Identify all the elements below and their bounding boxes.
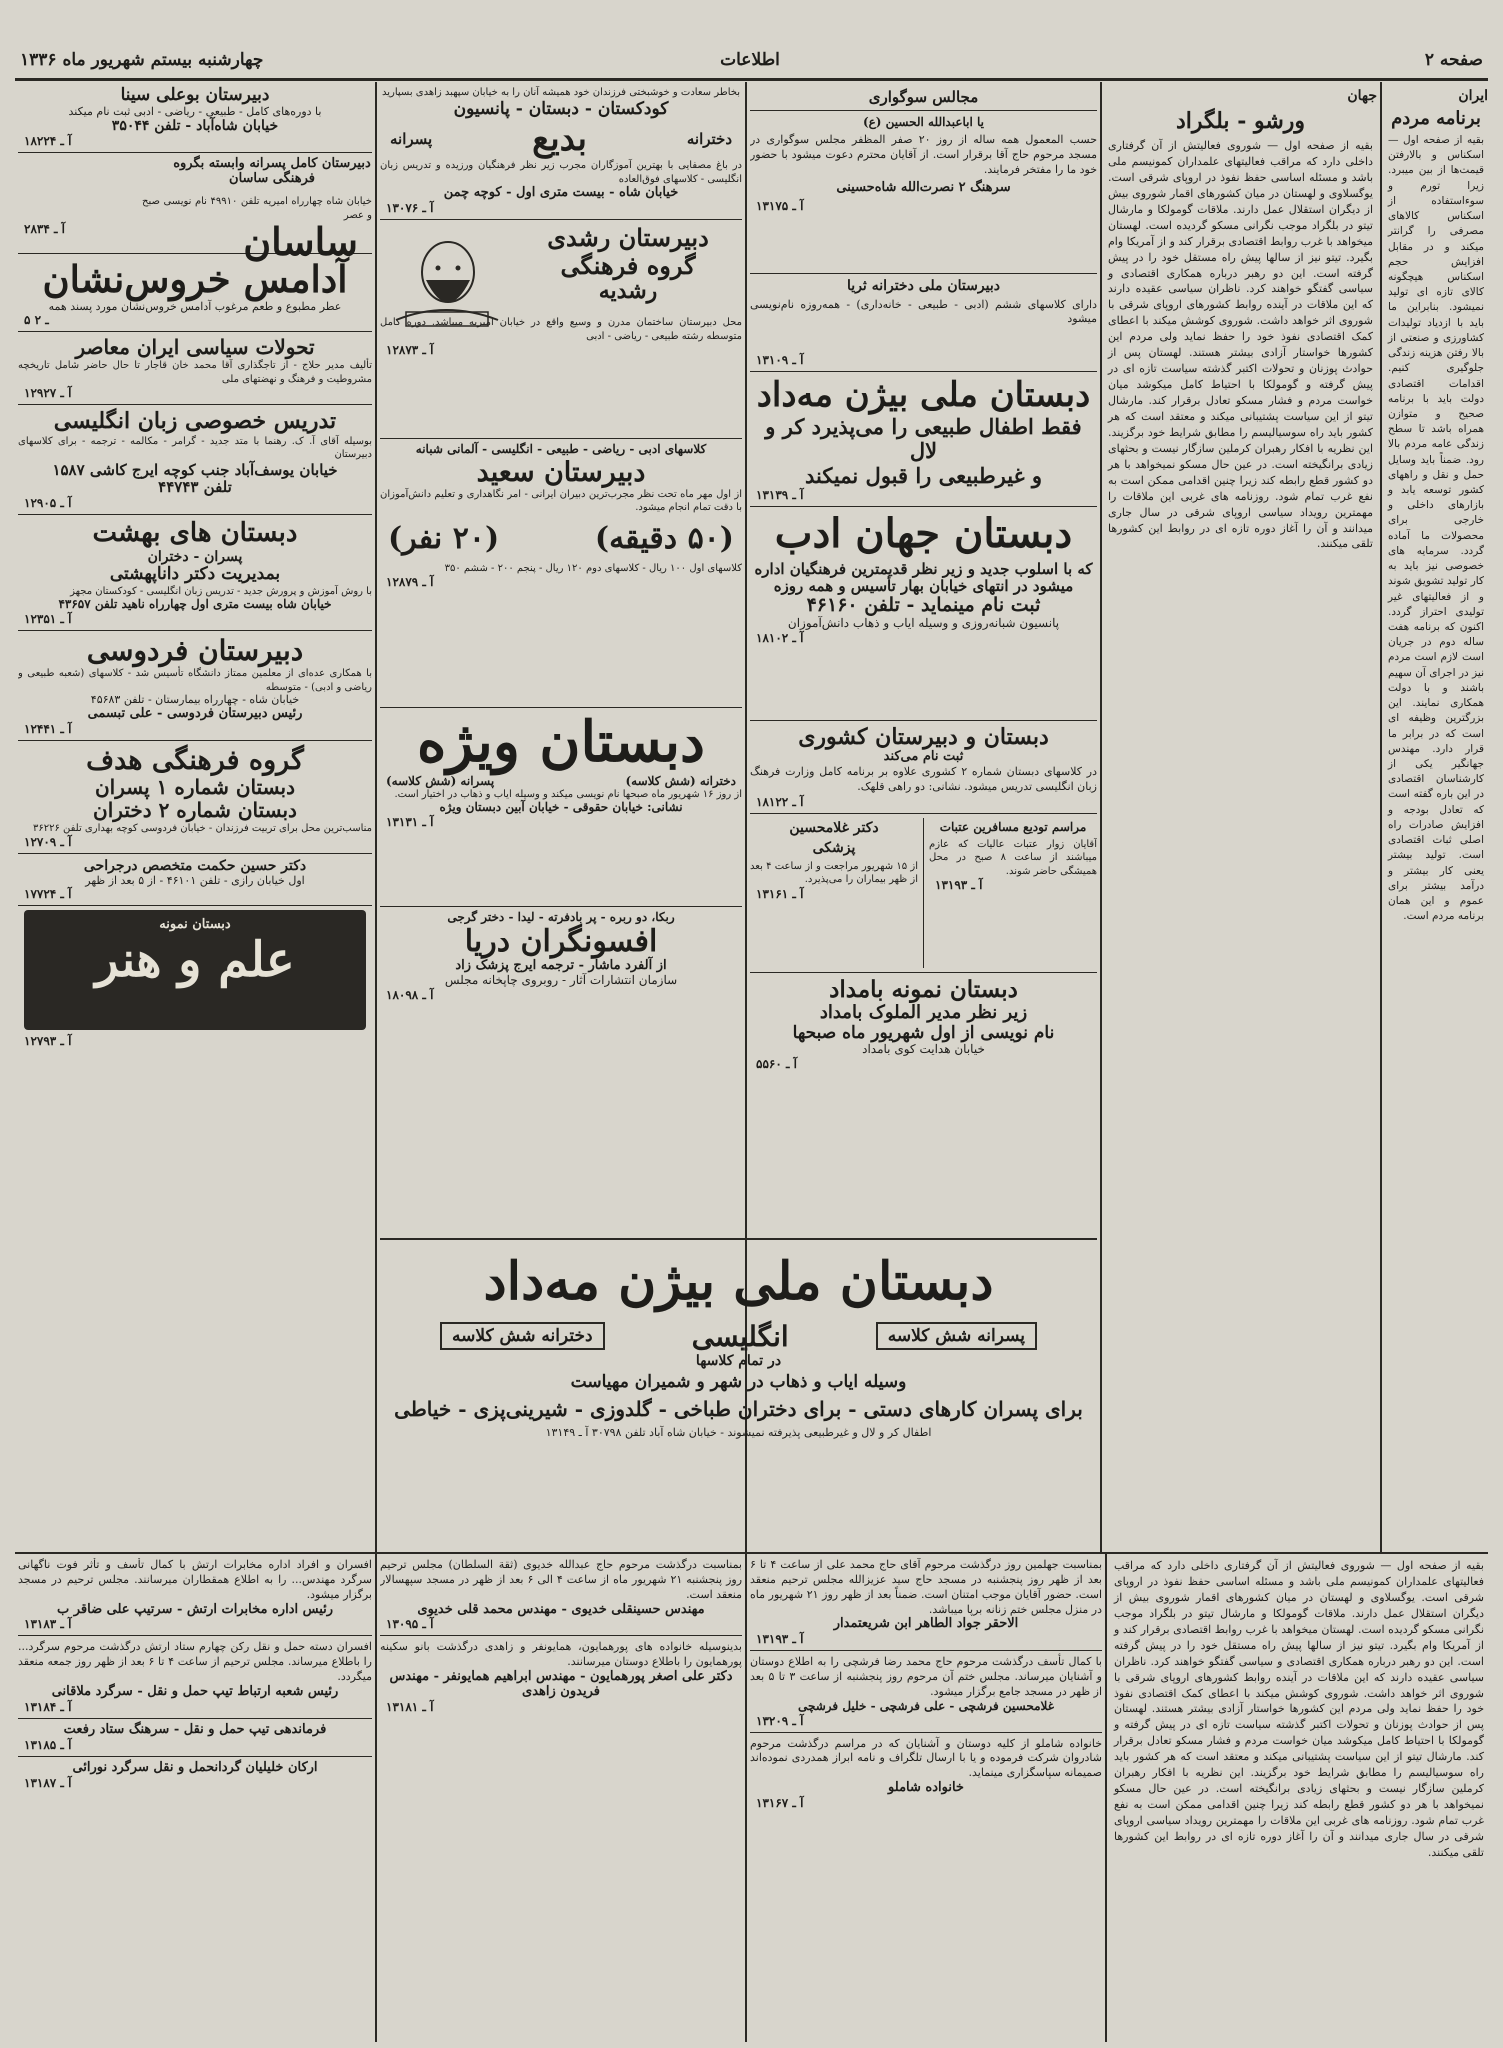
notice-body: بمناسبت درگذشت مرحوم حاج عبدالله خدیوی (ثقة السلطان) مجلس ترحیم روز پنجشنبه ۲۱ شهریور ماه از ساعت ۴ الی ۶ بعد از ظهر در مسجد سپهسالار منعقد است. [380, 1558, 742, 1601]
notice-signature: ارکان خلیلیان گردانحمل و نقل سرگرد نورائی [72, 1759, 318, 1775]
atabat-ad [929, 818, 1097, 968]
ad-line: و غیرطبیعی را قبول نمیکند [804, 462, 1043, 488]
column-rule [1100, 82, 1102, 1552]
iran-column [1384, 86, 1488, 1552]
ad-code: آ ـ ۱۳۱۶۱ [756, 886, 804, 901]
ad-body: تألیف مدیر حلاج - از تاجگذاری آقا محمد خان قاجار تا حال حاضر شامل تاریخچه مشروطیت و فرهنگ و نهضتهای ملی [18, 360, 372, 385]
ad-title: دبیرستان بوعلی سینا [120, 86, 270, 105]
ad-code: آ ـ ۱۸۲۲۴ [24, 134, 72, 149]
ad-title: دبستان و دبیرستان کشوری [798, 723, 1049, 750]
ad-body: در باغ مصفایی با بهترین آموزگاران مجرب زیر نظر فرهنگیان ورزیده و تدریس زبان انگلیسی - کلاسهای فوق‌العاده [380, 160, 742, 185]
ad-address: خیابان یوسف‌آباد جنب کوچه ایرج کاشی ۱۵۸۷ [52, 460, 338, 479]
ad-title: دکتر غلامحسین [789, 819, 879, 836]
ad-line: میشود در انتهای خیابان بهار تأسیس و همه روزه [773, 576, 1074, 595]
ad-title: دبیرستان رشدی [547, 222, 709, 252]
ad-code: آ ـ ۱۳۱۸۷ [24, 1775, 72, 1790]
ad-address: خیابان شاه چهارراه امیریه تلفن ۴۹۹۱۰ نام نویسی صبح و عصر [142, 196, 372, 221]
notices-column-3 [18, 1558, 372, 2042]
ad-body: محل دبیرستان ساختمان مدرن و وسیع واقع در خیابان امیریه میباشد. دوره کامل متوسطه رشته طبیعی - ریاضی - ادبی [380, 317, 742, 342]
bijan-labels [380, 1312, 1097, 1353]
hekmat-ad [18, 858, 372, 901]
tahavvolat-ad [18, 336, 372, 400]
issue-date: چهارشنبه بیستم شهریور ماه ۱۳۳۶ [20, 50, 264, 70]
ad-code: آ ـ ۱۲۷۰۹ [24, 835, 72, 850]
ad-title: دکتر حسین حکمت متخصص درجراحی [83, 858, 307, 875]
ad-code: آ ـ ۱۳۱۸۱ [386, 1700, 434, 1715]
ad-body: سازمان انتشارات آثار - روبروی چاپخانه مجلس [444, 973, 678, 988]
notice-signature: رئیس اداره مخابرات ارتش - سرتیپ علی ضاقر ب [56, 1601, 334, 1617]
ad-line: نام نویسی از اول شهریور ماه صبحها [792, 1022, 1055, 1043]
ad-code: آ ـ ۱۲۸۷۳ [386, 343, 434, 358]
khorus-ad [18, 258, 372, 327]
ad-address: خیابان شاه - بیست متری اول - کوچه چمن [443, 185, 679, 201]
ad-code: آ ـ ۱۲۹۲۷ [24, 386, 72, 401]
article-title: ورشو - بلگراد [1175, 108, 1306, 134]
ad-line: فقط اطفال طبیعی را می‌پذیرد کر و لال [765, 414, 1082, 464]
elm-honar-ad [24, 910, 366, 1030]
column-rule [745, 1552, 747, 2042]
article-body-continued: بقیه از صفحه اول — شوروی فعالیتش از آن گرفتاری داخلی دارد که مراقب فعالیتهای علمداران کمونیسم ملی باشد و مسئله اساسی حفظ نفوذ در اروپای شرقی است. یوگسلاوی و لهستان در میان کشورهای اقمار شوروی بیش از دیگران استقلال عمل دارند. ملاقات گومولکا و مارشال تیتو در بلگراد موجب نگرانی مسکو گردیده است. لهستان میخواهد با غرب روابط اقتصادی برقرار کند و از آمریکا وام بگیرد. تیتو نیز از سالها پیش راه مستقل خود را در پیش گرفته است. این دو رهبر درباره همکاری اقتصادی و سیاسی گفتگو خواهند کرد. ناظران سیاسی عقیده دارند که این ملاقات در آینده روابط کشورهای اروپای شرقی با شوروی اثر خواهد داشت. شوروی کوشش میکند با اعطای کمک اقتصادی نفوذ خود را حفظ نماید ولی مردم این کشورها خواستار آزادی بیشتر هستند. لهستان پس از حوادث پوزنان و تحولات اکتبر گذشته سیاست تازه ای در پیش گرفته و گومولکا با احتیاط کامل میکوشد میان خواست مردم و فشار مسکو تعادل برقرار کند. مارشال تیتو از این سیاست پشتیبانی میکند و معتقد است که هر کشور باید راه سوسیالیسم را مطابق شرایط خود برگزیند. این نظریه با افکار رهبران کرملین سازگار نیست و بحثهای زیادی برانگیخته است. در عین حال مسکو نمیخواهد با هر دو کشور قطع رابطه کند زیرا چنین اقدامی ممکن است به نفع غرب تمام شود. روزنامه های غربی این ملاقات را مهمترین رویداد سیاسی اروپای شرقی در سال جاری میدانند و آن را آغاز دوره تازه ای در روابط این کشورها تلقی میکنند. [1114, 1559, 1484, 1859]
ad-minutes: (۵۰ دقیقه) [594, 520, 734, 556]
ad-title: دبیرستان ملی دخترانه ثریا [847, 277, 1000, 294]
ad-title: تحولات سیاسی ایران معاصر [75, 335, 315, 360]
ad-code: آ ـ ۱۳۱۹۳ [756, 1632, 804, 1647]
section-label: جهان [1347, 88, 1377, 104]
english-ad [18, 409, 372, 510]
article-body: بقیه از صفحه اول — شوروی فعالیتش از آن گرفتاری داخلی دارد که مراقب فعالیتهای علمداران کمونیسم ملی باشد و مسئله اساسی حفظ نفوذ در اروپای شرقی است. یوگسلاوی و لهستان در میان کشورهای اقمار شوروی بیش از دیگران استقلال عمل دارند. ملاقات گومولکا و مارشال تیتو در بلگراد موجب نگرانی مسکو گردیده است. لهستان میخواهد با غرب روابط اقتصادی برقرار کند و از آمریکا وام بگیرد. تیتو نیز از سالها پیش راه مستقل خود را در پیش گرفته است. این دو رهبر درباره همکاری اقتصادی و سیاسی گفتگو خواهند کرد. ناظران سیاسی عقیده دارند که این ملاقات در آینده روابط کشورهای اروپای شرقی با شوروی اثر خواهد داشت. شوروی کوشش میکند با اعطای کمک اقتصادی نفوذ خود را حفظ نماید ولی مردم این کشورها خواستار آزادی بیشتر هستند. لهستان پس از حوادث پوزنان و تحولات اکتبر گذشته سیاست تازه ای در پیش گرفته و گومولکا با احتیاط کامل میکوشد میان خواست مردم و فشار مسکو تعادل برقرار کند. مارشال تیتو از این سیاست پشتیبانی میکند و معتقد است که هر کشور باید راه سوسیالیسم را مطابق شرایط خود برگزیند. این نظریه با افکار رهبران کرملین سازگار نیست و بحثهای زیادی برانگیخته است. در عین حال مسکو نمیخواهد با هر دو کشور قطع رابطه کند زیرا چنین اقدامی ممکن است به نفع غرب تمام شود. روزنامه های غربی این ملاقات را مهمترین رویداد سیاسی اروپای شرقی در سال جاری میدانند و آن را آغاز دوره تازه ای در روابط این کشورها تلقی میکنند. [1108, 139, 1373, 551]
ads-column-5 [18, 86, 372, 1552]
ad-title: افسونگران دریا [464, 923, 658, 959]
ad-subtitle: دبستان نمونه [159, 917, 231, 933]
ad-director: بمدیریت دکتر داناپهشتی [109, 564, 281, 585]
ad-code: آ ـ ۱۳۱۸۴ [24, 1699, 72, 1714]
bamdad-ad [750, 977, 1097, 1071]
ad-phone: تلفن ۴۴۷۴۳ [158, 478, 232, 497]
behesht-ad [18, 519, 372, 626]
badie-header [380, 119, 742, 159]
ad-line: خیابان هدایت کوی بامداد [862, 1042, 985, 1057]
ad-code: آ ـ ۱۸۱۲۲ [756, 794, 804, 809]
notices-column-2 [380, 1558, 742, 2042]
mourning-subtitle: یا اباعبدالله الحسین (ع) [862, 115, 985, 129]
ad-all-classes: در تمام کلاسها [695, 1352, 782, 1369]
ads-column-4 [380, 86, 742, 1236]
ad-title: بدیع [532, 119, 587, 160]
ad-subtitle: گروه فرهنگی [560, 250, 696, 280]
page-number: صفحه ۲ [1424, 50, 1483, 70]
ads-row [750, 818, 1097, 968]
notice-body: بدینوسیله خانواده های پورهمایون، همایونفر و زاهدی درگذشت بانو سکینه پورهمایون را باطلاع دوستان میرسانند. [380, 1640, 742, 1669]
ad-code: آ ـ ۱۲۷۹۳ [24, 1034, 72, 1049]
ad-address: خیابان شاه‌آباد - تلفن ۳۵۰۴۴ [111, 118, 279, 135]
ad-code: آ ـ ۱۸۱۰۲ [756, 630, 804, 645]
notice-signature: خانواده شاملو [888, 1780, 964, 1796]
ad-title: ساسان [243, 219, 358, 264]
ad-line: که با اسلوب جدید و زیر نظر قدیمترین فرهنگیان اداره [754, 559, 1093, 578]
ad-label: پسرانه (شش کلاسه) [386, 773, 495, 788]
bijan-ad-large [380, 1238, 1097, 1550]
ad-top-line: بخاطر سعادت و خوشبختی فرزندان خود همیشه آنان را به خیابان سپهبد زاهدی بسپارید [381, 87, 740, 98]
notice-signature: الاحقر جواد الطاهر ابن شریعتمدار [833, 1616, 1019, 1632]
ad-top: دبیرستان کامل پسرانه وابسته بگروه فرهنگی ساسان [173, 156, 371, 187]
ad-label: دخترانه (شش کلاسه) [625, 773, 736, 788]
ad-title: دبستان های بهشت [92, 518, 298, 549]
ad-line: دبستان شماره ۲ دختران [93, 797, 297, 822]
notice-signature: فرماندهی تیپ حمل و نقل - سرهنگ ستاد رفعت [63, 1721, 327, 1737]
notice-body: با کمال تأسف درگذشت مرحوم حاج محمد رضا فرشچی را به اطلاع دوستان و آشنایان میرساند. مجلس ختم آن مرحوم روز پنجشنبه از ساعت ۳ تا ۵ بعد از ظهر در مسجد جامع برگزار میشود. [750, 1655, 1102, 1698]
ad-body: اول خیابان رازی - تلفن ۴۶۱۰۱ - از ۵ بعد از ظهر [85, 873, 305, 887]
notice-signature: مهندس حسینقلی خدیوی - مهندس محمد قلی خدیوی [417, 1601, 705, 1617]
ad-code: آ ـ ۱۲۴۴۱ [24, 721, 72, 736]
ad-body: مناسب‌ترین محل برای تربیت فرزندان - خیابان فردوسی کوچه بهداری تلفن ۳۶۲۲۶ [32, 822, 372, 834]
ad-name: رشدیه [598, 278, 658, 305]
ad-label: دخترانه شش کلاسه [440, 1322, 605, 1350]
ad-title: علم و هنر [95, 932, 295, 989]
ad-body: از روز ۱۶ شهریور ماه صبحها نام نویسی میکند و وسیله ایاب و ذهاب در اختیار است. [394, 788, 742, 800]
mourning-notice [750, 88, 1097, 213]
ad-code: آ ـ ۱۲۳۵۱ [24, 612, 72, 627]
mourning-signature: سرهنگ ۲ نصرت‌الله شاه‌حسینی [836, 179, 1011, 195]
ad-code: آ ـ ۱۳۲۰۹ [756, 1713, 804, 1728]
notice-body: افسران و افراد اداره مخابرات ارتش با کمال تأسف و تأثر فوت ناگهانی سرگرد مهندس... را به اطلاع همقطاران میرسانند. مجلس ترحیم در مسجد برگزار میشود. [18, 1558, 372, 1601]
column-rule [375, 82, 377, 2042]
notice-signature: رئیس شعبه ارتباط تیپ حمل و نقل - سرگرد ملاقانی [51, 1684, 339, 1699]
thorayya-ad [750, 278, 1097, 368]
ad-fees: کلاسهای اول ۱۰۰ ریال - کلاسهای دوم ۱۲۰ ریال - پنجم ۲۰۰ - ششم ۳۵۰ [444, 562, 742, 574]
ad-subtitle: پسران - دختران [147, 549, 243, 566]
ad-code: آ ـ ۱۳۱۷۵ [756, 198, 804, 213]
ad-body: از اول مهر ماه تحت نظر مجرب‌ترین دبیران ایرانی - امر نگاهداری و تعلیم دانش‌آموزان با دقت تمام انجام میشود. [380, 488, 742, 514]
notice-signature: دکتر علی اصغر پورهمایون - مهندس ابراهیم همایونفر - مهندس فریدون زاهدی [389, 1669, 733, 1700]
ad-title: دبستان ملی بیژن مه‌داد [756, 375, 1091, 416]
ad-code: آ ـ ۵۵۶۰ [756, 1057, 797, 1072]
bottom-strip-rule [15, 1552, 1488, 1554]
ad-subtitle: ثبت نام می‌کند [883, 749, 964, 765]
ad-line: وسیله ایاب و ذهاب در شهر و شمیران مهیاست [570, 1371, 907, 1392]
ad-title: مراسم تودیع مسافرین عتبات [939, 819, 1087, 834]
ad-code: آ ـ ۱۳۰۹۵ [386, 1617, 434, 1632]
ad-body: از ۱۵ شهریور مراجعت و از ساعت ۴ بعد از ظهر بیماران را می‌پذیرد. [750, 860, 918, 886]
vizheh-ad [380, 708, 742, 902]
ad-address: خیابان شاه بیست متری اول چهارراه ناهید تلفن ۴۳۶۵۷ [58, 597, 332, 612]
notices-column-1 [750, 1558, 1102, 2042]
column-rule [1105, 1552, 1107, 2042]
ad-english: انگلیسی [691, 1319, 789, 1353]
roshdi-ad [380, 224, 742, 434]
saeed-figures [380, 515, 742, 562]
ad-code: آ ـ ۱۷۷۲۴ [24, 887, 72, 902]
ad-line: دبستان شماره ۱ پسران [94, 774, 295, 799]
ad-line: پانسیون شبانه‌روزی و وسیله ایاب و ذهاب دانش‌آموزان [787, 616, 1060, 631]
ad-title: دبستان نمونه بامداد [829, 975, 1018, 1003]
portrait-illustration [386, 230, 506, 330]
ad-line: ثبت نام مینماید - تلفن ۴۶۱۶۰ [806, 594, 1041, 617]
bijan-ad-small [750, 376, 1097, 502]
ad-code: آ ـ ۱۳۱۸۳ [24, 1617, 72, 1632]
ad-code: آ ـ ۱۳۱۶۷ [756, 1796, 804, 1811]
ad-body: بوسیله آقای آ. ک. رهنما با متد جدید - گرامر - مکالمه - ترجمه - برای کلاسهای دبیرستان [18, 435, 372, 461]
ad-body: با همکاری عده‌ای از معلمین ممتاز دانشگاه تأسیس شد - کلاسهای (شعبه طبیعی و ریاضی و ادبی) - متوسطه [18, 668, 372, 693]
ad-code: آ ـ ۱۳۱۳۱ [386, 814, 434, 829]
article-title: برنامه مردم [1391, 108, 1481, 129]
ferdowsi-ad [18, 635, 372, 736]
section-label: ایران [1458, 88, 1488, 104]
jahan-adab-ad [750, 511, 1097, 716]
ad-body: آقایان زوار عتبات عالیات که عازم میباشند از ساعت ۸ صبح در محل همیشگی حاضر شوند. [929, 838, 1097, 877]
ad-title: گروه فرهنگی هدف [86, 744, 304, 776]
ad-persons: (۲۰ نفر) [388, 520, 500, 556]
ad-code: ۵ ـ ۲ [24, 313, 49, 328]
ad-authors: ربکا، دو ربره - پر بادفرته - لیدا - دختر گرجی [447, 909, 675, 924]
header-rule [15, 78, 1488, 81]
ad-code: آ ـ ۱۳۱۰۹ [756, 353, 804, 368]
column-rule [1380, 82, 1382, 1552]
notice-body: افسران دسته حمل و نقل رکن چهارم ستاد ارتش درگذشت مرحوم سرگرد... را باطلاع میرساند. مجلس ترحیم از ساعت ۴ تا ۶ بعد از ظهر روز جمعه منعقد میگردد. [18, 1640, 372, 1684]
ad-line: برای پسران کارهای دستی - برای دختران طباخی - گلدوزی - شیرینی‌پزی - خیاطی [394, 1397, 1083, 1422]
newspaper-name: اطلاعات [720, 50, 780, 70]
ad-address: خیابان شاه - چهارراه بیمارستان - تلفن ۴۵۶۸۳ [90, 693, 300, 707]
article-body: بقیه از صفحه اول — اسکناس و بالارفتن قیمت‌ها از بین میبرد. زیرا تورم و سوءاستفاده از اسکناس کالاهای مصرفی را گرانتر میکند و در مقابل افزایش حجم اسکناس هیچگونه کالای تازه ای تولید نمیشود. بنابراین ما باید با ازدیاد تولیدات کشاورزی و صنعتی از بالا رفتن هزینه زندگی جلوگیری کنیم. اقدامات اقتصادی دولت باید با برنامه صحیح و متوازن همراه باشد تا سطح زندگی عامه مردم بالا رود. ضمناً باید وسایل حمل و نقل و راههای کشور توسعه یابد و بازارهای داخلی و خارجی برای محصولات ما آماده گردد. سرمایه های خصوصی نیز باید به کار تولید تشویق شوند و از فعالیتهای غیر تولیدی احتراز گردد. اکنون که برنامه هفت ساله دوم در جریان است لازم است مردم نیز در اجرای آن سهیم باشند و با دولت همکاری نمایند. این بزرگترین وظیفه ای است که در برابر ما قرار دارد. مهندس جهانگیر یکی از کارشناسان اقتصادی در این باره گفته است که تعادل بودجه و افزایش صادرات راه اصلی ثبات اقتصادی است. تولید بیشتر یعنی کار بیشتر و درآمد بیشتر برای عموم و این همان برنامه مردم است. [1388, 134, 1484, 923]
ad-title: دبستان ملی بیژن مه‌داد [483, 1251, 994, 1312]
saman-ad [18, 156, 372, 264]
ad-code: آ ـ ۱۸۰۹۸ [386, 988, 434, 1003]
ad-line: زیر نظر مدیر الملوک بامداد [819, 1002, 1028, 1024]
vizheh-labels [380, 774, 742, 788]
ad-body: دارای کلاسهای ششم (ادبی - طبیعی - خانه‌داری) - همه‌روزه نام‌نویسی میشود [750, 297, 1097, 326]
ad-code: آ ـ ۱۳۱۸۵ [24, 1737, 72, 1752]
ad-label: پسرانه [390, 130, 433, 149]
sea-book-ad [380, 911, 742, 1002]
keshvari-ad [750, 725, 1097, 809]
ad-code: آ ـ ۱۳۱۳۹ [756, 487, 804, 502]
hadaf-ad [18, 745, 372, 850]
notice-body: بمناسبت جهلمین روز درگذشت مرحوم آقای حاج محمد علی از ساعت ۴ تا ۶ بعد از ظهر روز پنجشنبه در مسجد حاج سید عزیزالله مجلس ترحیم منعقد است. حضور آقایان موجب امتنان است. ضمناً بعد از ظهر روز ۲۱ شهریور ماه در منزل مجلس ختم زنانه برپا میباشد. [750, 1558, 1102, 1616]
saeed-ad [380, 443, 742, 703]
notice-body: خانواده شاملو از کلیه دوستان و آشنایان که در مراسم درگذشت مرحوم شادروان شرکت فرموده و یا با ارسال تلگراف و نامه ابراز همدردی نموده‌اند صمیمانه سپاسگزاری مینماید. [750, 1736, 1102, 1780]
ad-title: دبیرستان سعید [476, 456, 646, 488]
ad-code: آ ـ ۱۳۰۷۶ [386, 200, 434, 215]
mourning-title: مجالس سوگواری [868, 88, 979, 106]
ad-label: دخترانه [686, 130, 732, 149]
ad-title: دبیرستان فردوسی [86, 634, 304, 668]
notice-signature: غلامحسین فرشچی - علی فرشچی - خلیل فرشچی [798, 1698, 1054, 1713]
ad-label: پسرانه شش کلاسه [876, 1322, 1037, 1350]
ad-code: آ ـ ۲۸۳۴ [24, 222, 65, 237]
world-column [1104, 86, 1377, 1552]
ad-code: آ ـ ۱۲۹۰۵ [24, 496, 72, 511]
ad-title: دبستان جهان ادب [774, 509, 1073, 557]
ad-title: کودکستان - دبستان - پانسیون [453, 98, 669, 119]
ad-body: با روش آموزش و پرورش جدید - تدریس زبان انگلیسی - کودکستان مجهز [70, 585, 372, 597]
ad-body: عطر مطبوع و طعم مرغوب آدامس خروس‌نشان مورد پسند همه [48, 299, 342, 313]
ad-signature: رئیس دبیرستان فردوسی - علی تبسمی [87, 705, 303, 721]
ad-title: آدامس خروس‌نشان [42, 257, 348, 302]
ad-title: تدریس خصوصی زبان انگلیسی [53, 408, 337, 435]
ad-classes: کلاسهای ادبی - ریاضی - طبیعی - انگلیسی - آلمانی شبانه [415, 441, 707, 456]
ad-code: آ ـ ۱۳۱۹۳ [935, 878, 983, 893]
ad-line: اطفال کر و لال و غیرطبیعی پذیرفته نمیشوند - خیابان شاه آباد تلفن ۳۰۷۹۸ آ ـ ۱۳۱۴۹ [545, 1426, 932, 1440]
ad-body: با دوره‌های کامل - طبیعی - ریاضی - ادبی ثبت نام میکند [68, 104, 322, 118]
ad-subtitle: پزشکی [812, 839, 856, 856]
mourning-body: حسب المعمول همه ساله از روز ۲۰ صفر المظفر مجلس سوگواری در مسجد مرحوم حاج آقا برقرار است. از آقایان محترم دعوت میشود با حضور خود ما را مفتخر فرمایند. [750, 133, 1097, 176]
ad-code: آ ـ ۱۲۸۷۹ [386, 575, 434, 590]
ad-subtitle: از آلفرد ماشار - ترجمه ایرج پزشک زاد [455, 958, 667, 974]
doctor-ad [750, 818, 918, 968]
ad-title: دبستان ویژه [417, 708, 705, 775]
world-column-continued [1110, 1558, 1488, 2042]
ad-body: در کلاسهای دبستان شماره ۲ کشوری علاوه بر برنامه کامل وزارت فرهنگ زبان انگلیسی تدریس میشود. نشانی: دو راهی قلهک. [750, 764, 1097, 793]
ad-address: نشانی: خیابان حقوقی - خیابان آبین دبستان ویژه [439, 800, 683, 815]
